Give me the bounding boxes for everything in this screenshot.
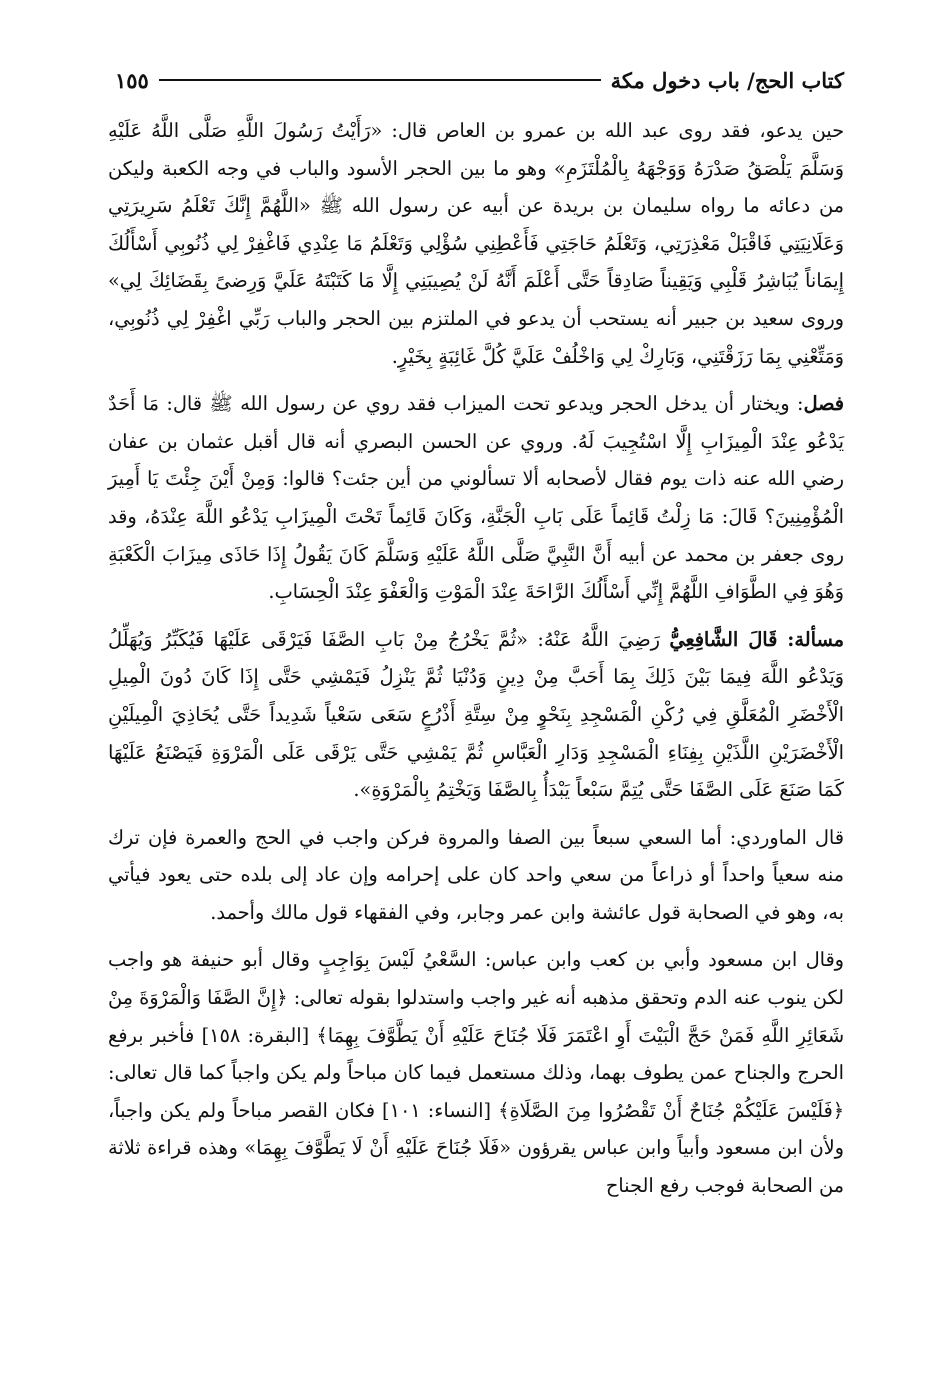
paragraph-text: وقال ابن مسعود وأبي بن كعب وابن عباس: السَّعْيُ لَيْسَ بِوَاجِبٍ وقال أبو حنيفة هو واجب لكن ينوب عنه الدم وتحقق مذهبه أنه غير واجب واستدلوا بقوله تعالى: ﴿إِنَّ الصَّفَا وَالْمَرْوَةَ مِنْ شَعَائِرِ اللَّهِ فَمَنْ حَجَّ الْبَيْتَ أَوِ اعْتَمَرَ فَلَا جُنَاحَ عَلَيْهِ أَنْ يَطَّوَّفَ بِهِمَا﴾ [البقرة: ١٥٨] فأخبر برفع الحرج والجناح عمن يطوف بهما، وذلك مستعمل فيما كان مباحاً ولم يكن واجباً كما قال تعالى: ﴿فَلَيْسَ عَلَيْكُمْ جُنَاحٌ أَنْ تَقْصُرُوا مِنَ الصَّلَاةِ﴾ [النساء: ١٠١] فكان القصر مباحاً ولم يكن واجباً، ولأن ابن مسعود وأبياً وابن عباس يقرؤون «فَلَا جُنَاحَ عَلَيْهِ أَنْ لَا يَطَّوَّفَ بِهِمَا» وهذه قراءة ثلاثة من الصحابة فوجب رفع الجناح: [108, 948, 844, 1198]
paragraph-text: قال الماوردي: أما السعي سبعاً بين الصفا والمروة فركن واجب في الحج والعمرة فإن ترك منه سعياً واحداً أو ذراعاً من سعي واحد كان على إحرامه وإن عاد إلى بلده حتى يعود فيأتي به، وهو في الصحابة قول عائشة وابن عمر وجابر، وفي الفقهاء قول مالك وأحمد.: [108, 825, 844, 924]
header-rule: [159, 79, 601, 81]
section-label-masala: مسألة: [794, 627, 844, 651]
shafii-attribution: : قَالَ الشَّافِعِيُّ: [669, 627, 795, 651]
body-text: [108, 112, 844, 1205]
paragraph-fasl: [108, 385, 844, 611]
paragraph-ibn-masud: [108, 941, 844, 1204]
paragraph-masala: [108, 621, 844, 809]
paragraph-mawardi: [108, 819, 844, 932]
paragraph-text: رَضِيَ اللَّهُ عَنْهُ: «ثُمَّ يَخْرُجُ مِنْ بَابِ الصَّفَا فَيَرْقَى عَلَيْهَا فَيُكَبِّرُ وَيُهَلِّلُ وَيَدْعُو اللَّهَ فِيمَا بَيْنَ ذَلِكَ بِمَا أَحَبَّ مِنْ دِينٍ وَدُنْيَا ثُمَّ يَنْزِلُ فَيَمْشِي حَتَّى إِذَا كَانَ دُونَ الْمِيلِ الْأَخْضَرِ الْمُعَلَّقِ فِي رُكْنِ الْمَسْجِدِ بِنَحْوٍ مِنْ سِتَّةِ أَذْرُعٍ سَعَى سَعْياً شَدِيداً حَتَّى يُحَاذِيَ الْمِيلَيْنِ الْأَخْضَرَيْنِ اللَّذَيْنِ بِفِنَاءِ الْمَسْجِدِ وَدَارِ الْعَبَّاسِ ثُمَّ يَمْشِي حَتَّى يَرْقَى عَلَى الْمَرْوَةِ فَيَصْنَعُ عَلَيْهَا كَمَا صَنَعَ عَلَى الصَّفَا حَتَّى يُتِمَّ سَبْعاً يَبْدَأُ بِالصَّفَا وَيَخْتِمُ بِالْمَرْوَةِ».: [108, 627, 844, 802]
running-header: [115, 60, 844, 100]
paragraph-text: حين يدعو، فقد روى عبد الله بن عمرو بن العاص قال: «رَأَيْتُ رَسُولَ اللَّهِ صَلَّى اللَّهُ عَلَيْهِ وَسَلَّمَ يَلْصَقُ صَدْرَهُ وَوَجْهَهُ بِالْمُلْتَزَمِ» وهو ما بين الحجر الأسود والباب في وجه الكعبة وليكن من دعائه ما رواه سليمان بن بريدة عن أبيه عن رسول الله ﷺ «اللَّهُمَّ إِنَّكَ تَعْلَمُ سَرِيرَتِي وَعَلَانِيَتِي فَاقْبَلْ مَعْذِرَتِي، وَتَعْلَمُ حَاجَتِي فَأَعْطِنِي سُؤْلِي وَتَعْلَمُ مَا عِنْدِي فَاغْفِرْ لِي ذُنُوبِي أَسْأَلُكَ إِيمَاناً يُبَاشِرُ قَلْبِي وَيَقِيناً صَادِقاً حَتَّى أَعْلَمَ أَنَّهُ لَنْ يُصِيبَنِي إِلَّا مَا كَتَبْتَهُ عَلَيَّ وَرِضىً بِقَضَائِكَ لِي» وروى سعيد بن جبير أنه يستحب أن يدعو في الملتزم بين الحجر والباب رَبِّي اغْفِرْ لِي ذُنُوبِي، وَمَتِّعْنِي بِمَا رَزَقْتَنِي، وَبَارِكْ لِي وَاخْلُفْ عَلَيَّ كُلَّ غَائِبَةٍ بِخَيْرٍ.: [108, 119, 844, 368]
page-number: ١٥٥: [115, 67, 149, 93]
chapter-title: كتاب الحج/ باب دخول مكة: [610, 67, 844, 93]
paragraph-multazam: [108, 112, 844, 375]
paragraph-text: : ويختار أن يدخل الحجر ويدعو تحت الميزاب فقد روي عن رسول الله ﷺ قال: مَا أَحَدٌ يَدْعُو عِنْدَ الْمِيزَابِ إِلَّا اسْتُجِيبَ لَهُ. وروي عن الحسن البصري أنه قال أقبل عثمان بن عفان رضي الله عنه ذات يوم فقال لأصحابه ألا تسألوني من أين جئت؟ قالوا: وَمِنْ أَيْنَ جِئْتَ يَا أَمِيرَ الْمُؤْمِنِينَ؟ قَالَ: مَا زِلْتُ قَائِماً عَلَى بَابِ الْجَنَّةِ، وَكَانَ قَائِماً تَحْتَ الْمِيزَابِ يَدْعُو اللَّهَ عِنْدَهُ، وقد روى جعفر بن محمد عن أبيه أَنَّ النَّبِيَّ صَلَّى اللَّهُ عَلَيْهِ وَسَلَّمَ كَانَ يَقُولُ إِذَا حَاذَى مِيزَابَ الْكَعْبَةِ وَهُوَ فِي الطَّوَافِ اللَّهُمَّ إِنِّي أَسْأَلُكَ الرَّاحَةَ عِنْدَ الْمَوْتِ وَالْعَفْوَ عِنْدَ الْحِسَابِ.: [108, 392, 844, 604]
section-label-fasl: فصل: [803, 392, 844, 416]
